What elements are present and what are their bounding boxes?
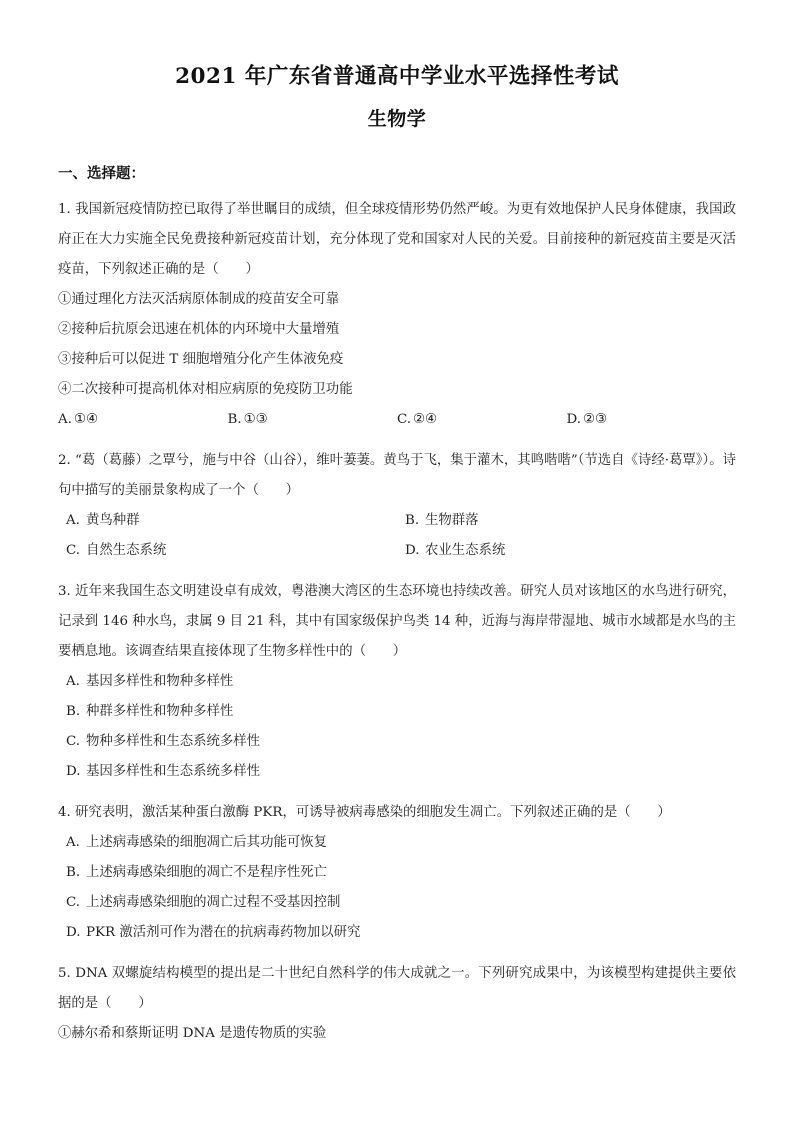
question-statement: ④二次接种可提高机体对相应病原的免疫防卫功能 [58,382,353,398]
option-text: 上述病毒感染细胞的凋亡过程不受基因控制 [86,895,341,911]
question-stem: 2. “葛（葛藤）之覃兮，施与中谷（山谷），维叶萋萋。黄鸟于飞，集于灌木，其鸣喈喈”（节选自《诗经·葛覃》）。诗句中描写的美丽景象构成了一个（ ） [58,453,736,499]
option-text: 基因多样性和生态系统多样性 [86,764,261,780]
option-letter: C. [66,734,81,750]
question-block [58,195,736,435]
page-content [58,0,736,1049]
option-text: 基因多样性和物种多样性 [86,674,234,690]
option-letter: D. [66,925,81,941]
option-letter: C. [66,543,81,559]
option-letter: D. [405,543,420,559]
answer-option[interactable] [228,405,398,435]
option-text: ①④ [73,412,98,428]
option-text: 黄鸟种群 [86,513,140,529]
option-list [58,828,736,948]
answer-option[interactable] [58,858,736,888]
option-letter: A. [66,674,80,690]
question-block [58,798,736,948]
question-statement: ①赫尔希和蔡斯证明 DNA 是遗传物质的实验 [58,1026,327,1042]
answer-option[interactable] [58,727,736,757]
answer-option[interactable] [58,918,736,948]
question-statement: ①通过理化方法灭活病原体制成的疫苗安全可靠 [58,292,340,308]
option-text: 上述病毒感染的细胞凋亡后其功能可恢复 [86,835,328,851]
answer-option[interactable] [58,506,397,536]
answer-option[interactable] [397,536,736,566]
question-stem: 4. 研究表明，激活某种蛋白激酶 PKR，可诱导被病毒感染的细胞发生凋亡。下列叙述正确的是（ ） [58,805,671,821]
answer-option[interactable] [58,757,736,787]
option-text: 生物群落 [425,513,479,529]
answer-option[interactable] [58,828,736,858]
section-heading-choice-questions: 一、选择题： [58,164,145,182]
option-list [58,405,736,435]
option-letter: B. [227,412,242,428]
option-letter: D. [66,764,81,780]
option-letter: C. [66,895,81,911]
question-stem: 3. 近年来我国生态文明建设卓有成效，粤港澳大湾区的生态环境也持续改善。研究人员对该地区的水鸟进行研究，记录到 146 种水鸟，隶属 9 目 21 科，其中有国家级保护鸟类 14 种，近海与海岸带湿地、城市水域都是水鸟的主要栖息地。该调查结果直接体现了生物多样性中的（ ） [58,584,737,660]
option-text: ②④ [413,412,438,428]
option-letter: A. [66,513,80,529]
option-text: 种群多样性和物种多样性 [86,704,234,720]
option-text: 物种多样性和生态系统多样性 [86,734,261,750]
option-text: 农业生态系统 [425,543,506,559]
option-letter: D. [566,412,582,428]
option-letter: B. [66,865,81,881]
option-list [58,667,736,787]
question-stem: 1. 我国新冠疫情防控已取得了举世瞩目的成绩，但全球疫情形势仍然严峻。为更有效地保护人民身体健康，我国政府正在大力实施全民免费接种新冠疫苗计划，充分体现了党和国家对人民的关爱。目前接种的新冠疫苗主要是灭活疫苗，下列叙述正确的是（ ） [58,202,736,278]
answer-option[interactable] [397,506,736,536]
option-text: ①③ [243,412,268,428]
question-list [58,195,736,1049]
page-title: 2021 年广东省普通高中学业水平选择性考试 [175,64,619,89]
question-statement: ②接种后抗原会迅速在机体的内环境中大量增殖 [58,322,340,338]
answer-option[interactable] [58,667,736,697]
answer-option[interactable] [58,536,397,566]
option-letter: A. [66,835,80,851]
option-list [58,506,736,566]
answer-option[interactable] [567,405,737,435]
page-subtitle: 生物学 [367,108,427,131]
answer-option[interactable] [58,888,736,918]
question-block [58,446,736,566]
option-letter: B. [66,704,81,720]
answer-option[interactable] [58,405,228,435]
answer-option[interactable] [397,405,567,435]
option-letter: C. [397,412,412,428]
question-block [58,577,736,787]
question-statement: ③接种后可以促进 T 细胞增殖分化产生体液免疫 [58,352,344,368]
option-text: ②③ [583,412,608,428]
option-text: PKR 激活剂可作为潜在的抗病毒药物加以研究 [86,925,361,941]
answer-option[interactable] [58,697,736,727]
option-letter: A. [58,412,72,428]
question-block [58,959,736,1049]
question-stem: 5. DNA 双螺旋结构模型的提出是二十世纪自然科学的伟大成就之一。下列研究成果中，为该模型构建提供主要依据的是（ ） [58,966,736,1012]
option-letter: B. [405,513,420,529]
option-text: 上述病毒感染细胞的凋亡不是程序性死亡 [86,865,328,881]
option-text: 自然生态系统 [86,543,167,559]
